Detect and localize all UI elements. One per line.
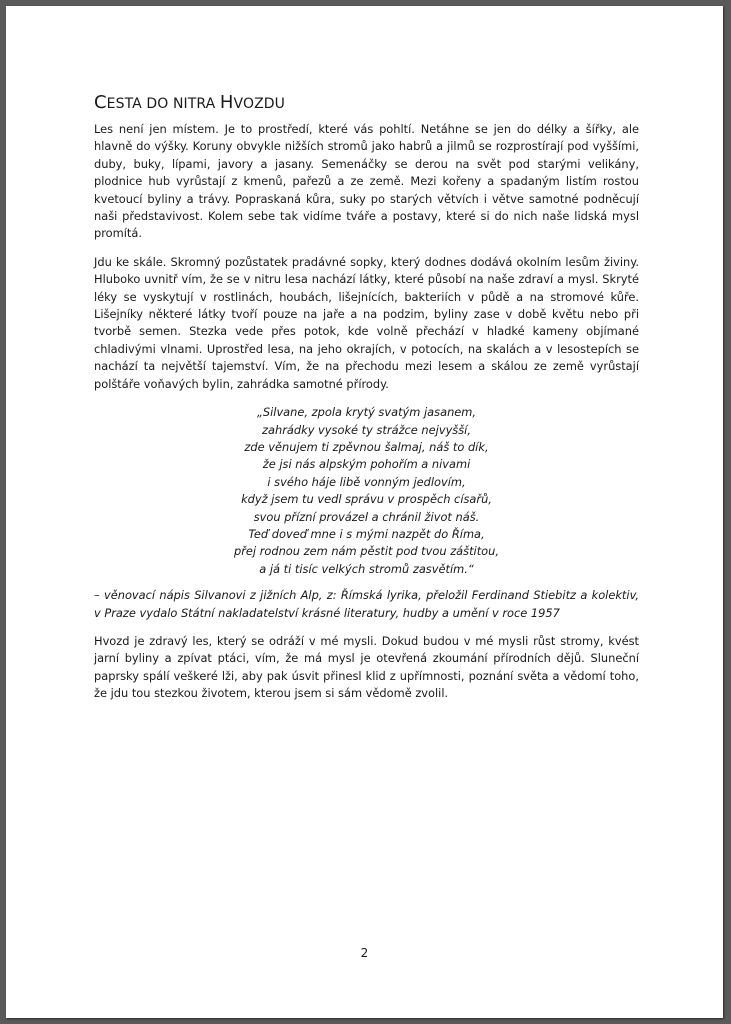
poem-line: a já ti tisíc velkých stromů zasvětím.“ (259, 561, 474, 576)
poem-line: Teď doveď mne i s mými nazpět do Říma, (248, 526, 485, 541)
poem-line: když jsem tu vedl správu v prospěch císařů, (241, 492, 492, 507)
paragraph-forest: Les není jen místem. Je to prostředí, které vás pohltí. Netáhne se jen do délky a šířky, ale hlavně do výšky. Koruny obvykle nižších stromů jako habrů a jilmů se rozprostírají pod vyššími, duby, buky, lípami, javory a jasany. Semenáčky se derou na svět pod starými velikány, plodnice hub vyrůstají z kmenů, pařezů a ze země. Mezi kořeny a spadaným listím rostou kvetoucí byliny a trávy. Popraskaná kůra, suky po starých větvích i větve samotné podněcují naši představivost. Kolem sebe tak vidíme tváře a postavy, které si do nich naše lidská mysl promítá. (94, 122, 639, 241)
poem-line: svou přízní provázel a chránil život náš. (253, 509, 480, 524)
title-smallcaps-1: ESTA DO NITRA (106, 96, 220, 112)
paragraph-rock: Jdu ke skále. Skromný pozůstatek pradávné sopky, který dodnes dodává okolním lesům živiny. Hluboko uvnitř vím, že se v nitru lesa nachází látky, které působí na naše zdraví a mysl. Skryté léky se vyskytují v rostlinách, houbách, lišejnících, bakteriích v půdě a na stromové kůře. Lišejníky některé látky tvoří pouze na jaře a na podzim, byliny zase v době květu nebo při tvorbě semen. Stezka vede přes potok, kde volně přechází v hladké kameny objímané chladivými vlnami. Uprostřed lesa, na jeho okrajích, v potocích, na skalách a v lesostepích se nachází ta největší tajemství. Vím, že na přechodu mezi lesem a skálou ze země vyrůstají polštáře voňavých bylin, zahrádka samotné přírody. (94, 254, 639, 391)
poem-source-citation: – věnovací nápis Silvanovi z jižních Alp, z: Římská lyrika, přeložil Ferdinand Stiebitz a kolektiv, v Praze vydalo Státní nakladatelství krásné literatury, hudby a umění v roce 1957 (94, 588, 639, 620)
page-number: 2 (360, 946, 369, 960)
poem-line: zde věnujem ti zpěvnou šalmaj, náš to dík, (244, 439, 489, 454)
document-page (6, 6, 723, 1018)
title-initial-2: H (219, 92, 234, 113)
paragraph-closing: Hvozd je zdravý les, který se odráží v mé mysli. Dokud budou v mé mysli růst stromy, kvést jarní byliny a zpívat ptáci, vím, že má mysl je otevřená zkoumání přírodních dějů. Sluneční paprsky spálí veškeré lži, aby pak úsvit přinesl klid z upřímnosti, poznání světa a vědomí toho, že jdu tou stezkou životem, kterou jsem si sám vědomě zvolil. (94, 633, 639, 701)
title-smallcaps-2: VOZDU (233, 96, 285, 112)
poem-line: „Silvane, zpola krytý svatým jasanem, (256, 405, 477, 420)
poem-line: přej rodnou zem nám pěstit pod tvou záštitou, (234, 544, 499, 559)
page-content (94, 92, 639, 714)
poem-line: i svého háje libě vonným jedlovím, (267, 474, 466, 489)
poem-quote (94, 404, 639, 578)
title-initial-1: C (94, 92, 107, 113)
poem-line: zahrádky vysoké ty strážce nejvyšší, (262, 422, 471, 437)
page-title (94, 92, 639, 115)
poem-line: že jsi nás alpským pohořím a nivami (262, 457, 471, 472)
